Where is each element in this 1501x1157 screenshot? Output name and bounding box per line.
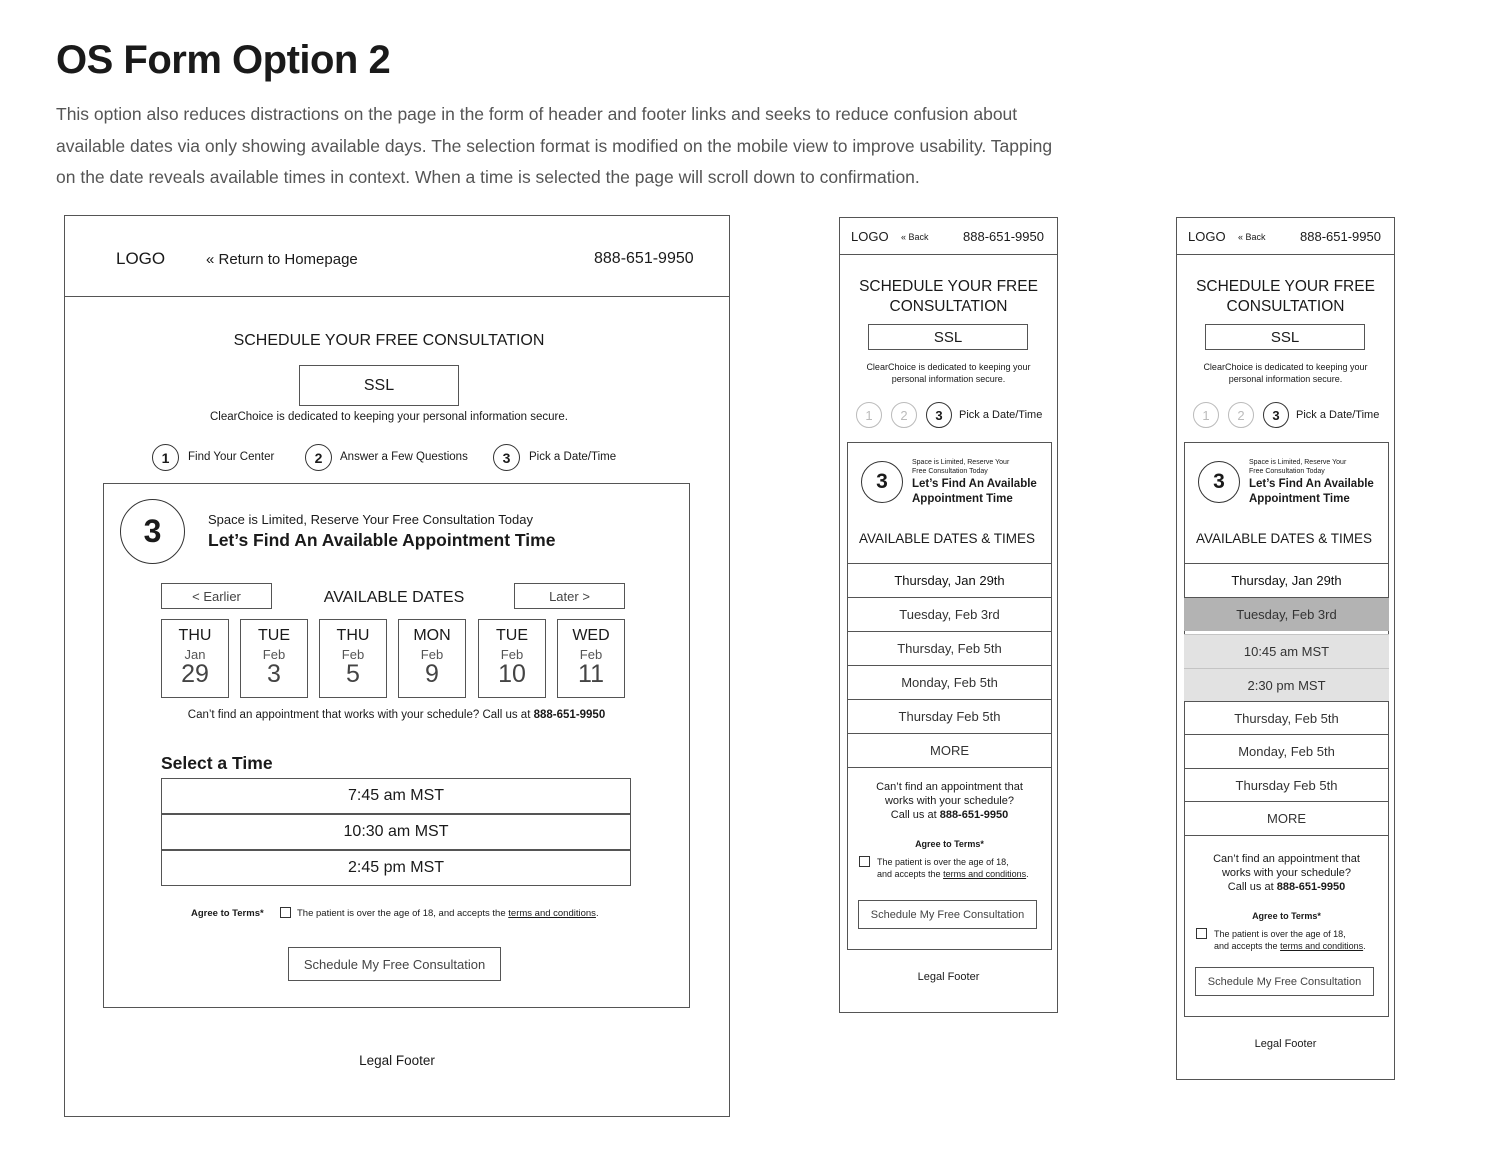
mobile-b-date-row[interactable]: Monday, Feb 5th [1184, 734, 1389, 768]
panel-headline: Let’s Find An Available Appointment Time [208, 530, 556, 550]
step-3-number: 3 [502, 449, 511, 466]
headline-line-2: Appointment Time [1249, 493, 1350, 505]
mobile-b-header-divider [1176, 254, 1395, 255]
mobile-a-heading [839, 277, 1058, 317]
mobile-a-phone[interactable]: 888-651-9950 [963, 229, 1044, 244]
desktop-ssl-badge [299, 365, 459, 406]
cant-find-phone[interactable]: 888-651-9950 [1276, 881, 1346, 893]
cant-line-2: works with your schedule? [884, 795, 1014, 807]
date-month: Feb [420, 647, 444, 662]
mobile-a-step-3 [926, 402, 952, 428]
mobile-b-step-label: Pick a Date/Time [1296, 409, 1380, 421]
mobile-a-rows-divider [847, 767, 1052, 768]
agree-line-2-wrap [877, 868, 1029, 880]
date-dow: THU [336, 627, 370, 644]
cant-line-2: works with your schedule? [1221, 867, 1351, 879]
mobile-b-panel-step-circle [1198, 461, 1240, 503]
agree-line-2-wrap [1214, 940, 1366, 952]
agree-text: The patient is over the age of 18, and accepts the [297, 908, 506, 919]
mobile-b-more-row[interactable]: MORE [1184, 801, 1389, 835]
panel-step-number: 3 [1213, 470, 1225, 493]
date-month: Feb [341, 647, 365, 662]
available-dates-title: AVAILABLE DATES [323, 589, 465, 606]
heading-line-1: SCHEDULE YOUR FREE [859, 278, 1038, 295]
desktop-schedule-button[interactable]: Schedule My Free Consultation [288, 947, 501, 981]
step-number: 2 [900, 407, 908, 423]
return-to-homepage-link[interactable]: « Return to Homepage [206, 251, 358, 268]
headline-line-1: Let’s Find An Available [1249, 478, 1374, 490]
mobile-b-date-row[interactable]: Thursday, Jan 29th [1184, 563, 1389, 597]
cant-line-3 [1184, 880, 1389, 894]
mobile-a-terms-checkbox[interactable] [859, 856, 870, 867]
date-month: Feb [579, 647, 603, 662]
mobile-b-agree-text [1214, 928, 1366, 952]
mobile-a-step-label: Pick a Date/Time [959, 409, 1043, 421]
desktop-terms-checkbox[interactable] [280, 907, 291, 918]
terms-link[interactable]: terms and conditions [1280, 941, 1364, 951]
mobile-b-cant-find [1184, 852, 1389, 894]
mobile-a-date-row[interactable]: Thursday, Feb 5th [847, 631, 1052, 665]
mobile-a-agree-label: Agree to Terms* [915, 839, 984, 849]
step-number: 1 [1202, 407, 1210, 423]
desktop-panel-step-circle [120, 499, 185, 564]
desktop-cant-find-text [103, 709, 690, 721]
date-card-tue-feb-3[interactable] [240, 619, 308, 698]
date-card-thu-jan-29[interactable] [161, 619, 229, 698]
mobile-a-logo[interactable]: LOGO [851, 229, 889, 244]
date-month: Jan [184, 647, 206, 662]
mobile-b-time-row[interactable]: 2:30 pm MST [1184, 668, 1389, 702]
terms-link[interactable]: terms and conditions [943, 869, 1027, 879]
cant-call-label: Call us at [890, 809, 937, 821]
agree-period: . [595, 908, 599, 919]
kicker-line-2: Free Consultation Today [912, 468, 988, 475]
kicker-line-1: Space is Limited, Reserve Your [1249, 459, 1347, 466]
date-dow: WED [572, 627, 610, 644]
cant-line-3 [847, 808, 1052, 822]
desktop-appointment-panel [103, 483, 690, 1008]
page-title: OS Form Option 2 [56, 38, 391, 82]
mobile-a-header-divider [839, 254, 1058, 255]
desktop-header-divider [64, 296, 730, 297]
mobile-a-headline [912, 477, 1037, 507]
date-day: 11 [578, 660, 604, 688]
terms-link[interactable]: terms and conditions [508, 908, 596, 919]
cant-call-label: Call us at [1227, 881, 1274, 893]
ssl-label: SSL [933, 328, 963, 346]
agree-period: . [1363, 941, 1366, 951]
agree-line-2: and accepts the [1214, 941, 1278, 951]
date-card-thu-feb-5[interactable] [319, 619, 387, 698]
mobile-b-agree-label: Agree to Terms* [1252, 911, 1321, 921]
secure-line-2: personal information secure. [1228, 374, 1343, 384]
date-dow: THU [178, 627, 212, 644]
intro-text: This option also reduces distractions on the page in the form of header and footer links and seeks to reduce confusion about available dates via only showing available days. The selection format is modified on the mobile view to improve usability. Tapping on the date reveals available times in context. When a time is selected the page will scroll down to confirmation. [56, 104, 1053, 187]
step-2-number: 2 [314, 449, 323, 466]
time-option-245[interactable]: 2:45 pm MST [161, 850, 631, 886]
agree-line-1: The patient is over the age of 18, [1214, 929, 1346, 939]
secure-line-1: ClearChoice is dedicated to keeping your [866, 362, 1031, 372]
date-day: 10 [498, 660, 526, 688]
mobile-b-terms-checkbox[interactable] [1196, 928, 1207, 939]
mobile-b-rows-divider [1184, 835, 1389, 836]
headline-line-2: Appointment Time [912, 493, 1013, 505]
mobile-a-date-row[interactable]: Thursday, Jan 29th [847, 563, 1052, 597]
mobile-a-dates-title: AVAILABLE DATES & TIMES [858, 531, 1036, 546]
earlier-button[interactable]: < Earlier [161, 583, 272, 609]
mobile-b-phone[interactable]: 888-651-9950 [1300, 229, 1381, 244]
heading-line-2: CONSULTATION [1226, 298, 1345, 315]
step-2-label: Answer a Few Questions [340, 451, 468, 463]
time-option-1030[interactable]: 10:30 am MST [161, 814, 631, 850]
mobile-a-kicker [912, 458, 1009, 476]
cant-line-1: Can’t find an appointment that [876, 781, 1023, 793]
mobile-b-date-row[interactable]: Thursday, Feb 5th [1184, 701, 1389, 735]
mobile-a-legal-footer: Legal Footer [917, 971, 980, 983]
date-day: 29 [181, 660, 209, 688]
step-3-circle [493, 444, 520, 471]
mobile-b-step-2 [1228, 402, 1254, 428]
mobile-b-kicker [1249, 458, 1346, 476]
date-day: 3 [267, 660, 281, 688]
step-number: 3 [935, 407, 943, 423]
later-button[interactable]: Later > [514, 583, 625, 609]
mobile-a-date-row[interactable]: Monday, Feb 5th [847, 665, 1052, 699]
date-card-mon-feb-9[interactable] [398, 619, 466, 698]
mobile-b-step-1 [1193, 402, 1219, 428]
secure-line-2: personal information secure. [891, 374, 1006, 384]
mobile-a-back-link[interactable]: « Back [901, 232, 929, 242]
secure-line-1: ClearChoice is dedicated to keeping your [1203, 362, 1368, 372]
cant-line-1: Can’t find an appointment that [1213, 853, 1360, 865]
step-1-label: Find Your Center [188, 451, 275, 463]
step-1-circle [152, 444, 179, 471]
agree-period: . [1026, 869, 1029, 879]
mobile-b-back-link[interactable]: « Back [1238, 232, 1266, 242]
cant-find-label: Can’t find an appointment that works with your schedule? Call us at [187, 709, 531, 721]
mobile-b-date-row-selected[interactable]: Tuesday, Feb 3rd [1184, 597, 1389, 631]
step-number: 1 [865, 407, 873, 423]
date-month: Feb [500, 647, 524, 662]
mobile-a-panel-step-circle [861, 461, 903, 503]
agree-line-2: and accepts the [877, 869, 941, 879]
mobile-a-date-row[interactable]: Tuesday, Feb 3rd [847, 597, 1052, 631]
mobile-a-secure-note [839, 361, 1058, 385]
desktop-phone[interactable]: 888-651-9950 [594, 250, 694, 267]
ssl-label: SSL [1270, 328, 1300, 346]
desktop-legal-footer: Legal Footer [359, 1053, 435, 1068]
mobile-b-heading [1176, 277, 1395, 317]
mobile-b-ssl-badge [1205, 324, 1365, 350]
date-month: Feb [262, 647, 286, 662]
step-number: 2 [1237, 407, 1245, 423]
mobile-a-date-row[interactable]: Thursday Feb 5th [847, 699, 1052, 733]
date-dow: TUE [496, 627, 528, 644]
mobile-a-step-2 [891, 402, 917, 428]
headline-line-1: Let’s Find An Available [912, 478, 1037, 490]
kicker-line-1: Space is Limited, Reserve Your [912, 459, 1010, 466]
date-dow: MON [413, 627, 451, 644]
time-option-745[interactable]: 7:45 am MST [161, 778, 631, 814]
mobile-a-cant-find [847, 780, 1052, 822]
heading-line-1: SCHEDULE YOUR FREE [1196, 278, 1375, 295]
agree-line-1: The patient is over the age of 18, [877, 857, 1009, 867]
cant-find-phone[interactable]: 888-651-9950 [939, 809, 1009, 821]
mobile-a-ssl-badge [868, 324, 1028, 350]
mobile-b-headline [1249, 477, 1374, 507]
step-3-label: Pick a Date/Time [529, 451, 617, 463]
date-dow: TUE [258, 627, 290, 644]
mobile-a-schedule-button[interactable]: Schedule My Free Consultation [858, 900, 1037, 929]
mobile-b-step-3 [1263, 402, 1289, 428]
select-a-time-heading: Select a Time [161, 753, 273, 773]
step-2-circle [305, 444, 332, 471]
date-card-wed-feb-11[interactable] [557, 619, 625, 698]
desktop-logo[interactable]: LOGO [116, 249, 166, 268]
desktop-secure-note: ClearChoice is dedicated to keeping your personal information secure. [210, 411, 568, 423]
desktop-agree-label: Agree to Terms* [191, 908, 264, 919]
mobile-b-dates-title: AVAILABLE DATES & TIMES [1195, 531, 1373, 546]
mobile-a-step-1 [856, 402, 882, 428]
panel-step-number: 3 [143, 513, 162, 549]
step-number: 3 [1272, 407, 1280, 423]
panel-kicker: Space is Limited, Reserve Your Free Consultation Today [208, 512, 533, 527]
mobile-a-agree-text [877, 856, 1029, 880]
ssl-label: SSL [363, 376, 395, 394]
date-card-tue-feb-10[interactable] [478, 619, 546, 698]
heading-line-2: CONSULTATION [889, 298, 1008, 315]
desktop-agree-text [297, 908, 599, 919]
mobile-b-schedule-button[interactable]: Schedule My Free Consultation [1195, 967, 1374, 996]
mobile-b-time-row[interactable]: 10:45 am MST [1184, 634, 1389, 668]
panel-step-number: 3 [876, 470, 888, 493]
step-1-number: 1 [161, 449, 170, 466]
kicker-line-2: Free Consultation Today [1249, 468, 1325, 475]
mobile-b-date-row[interactable]: Thursday Feb 5th [1184, 768, 1389, 802]
mobile-a-more-row[interactable]: MORE [847, 733, 1052, 767]
cant-find-phone[interactable]: 888-651-9950 [533, 709, 606, 721]
mobile-b-secure-note [1176, 361, 1395, 385]
date-day: 5 [346, 660, 360, 688]
mobile-b-legal-footer: Legal Footer [1254, 1038, 1317, 1050]
desktop-heading: SCHEDULE YOUR FREE CONSULTATION [233, 332, 545, 349]
mobile-b-logo[interactable]: LOGO [1188, 229, 1226, 244]
date-day: 9 [425, 660, 439, 688]
